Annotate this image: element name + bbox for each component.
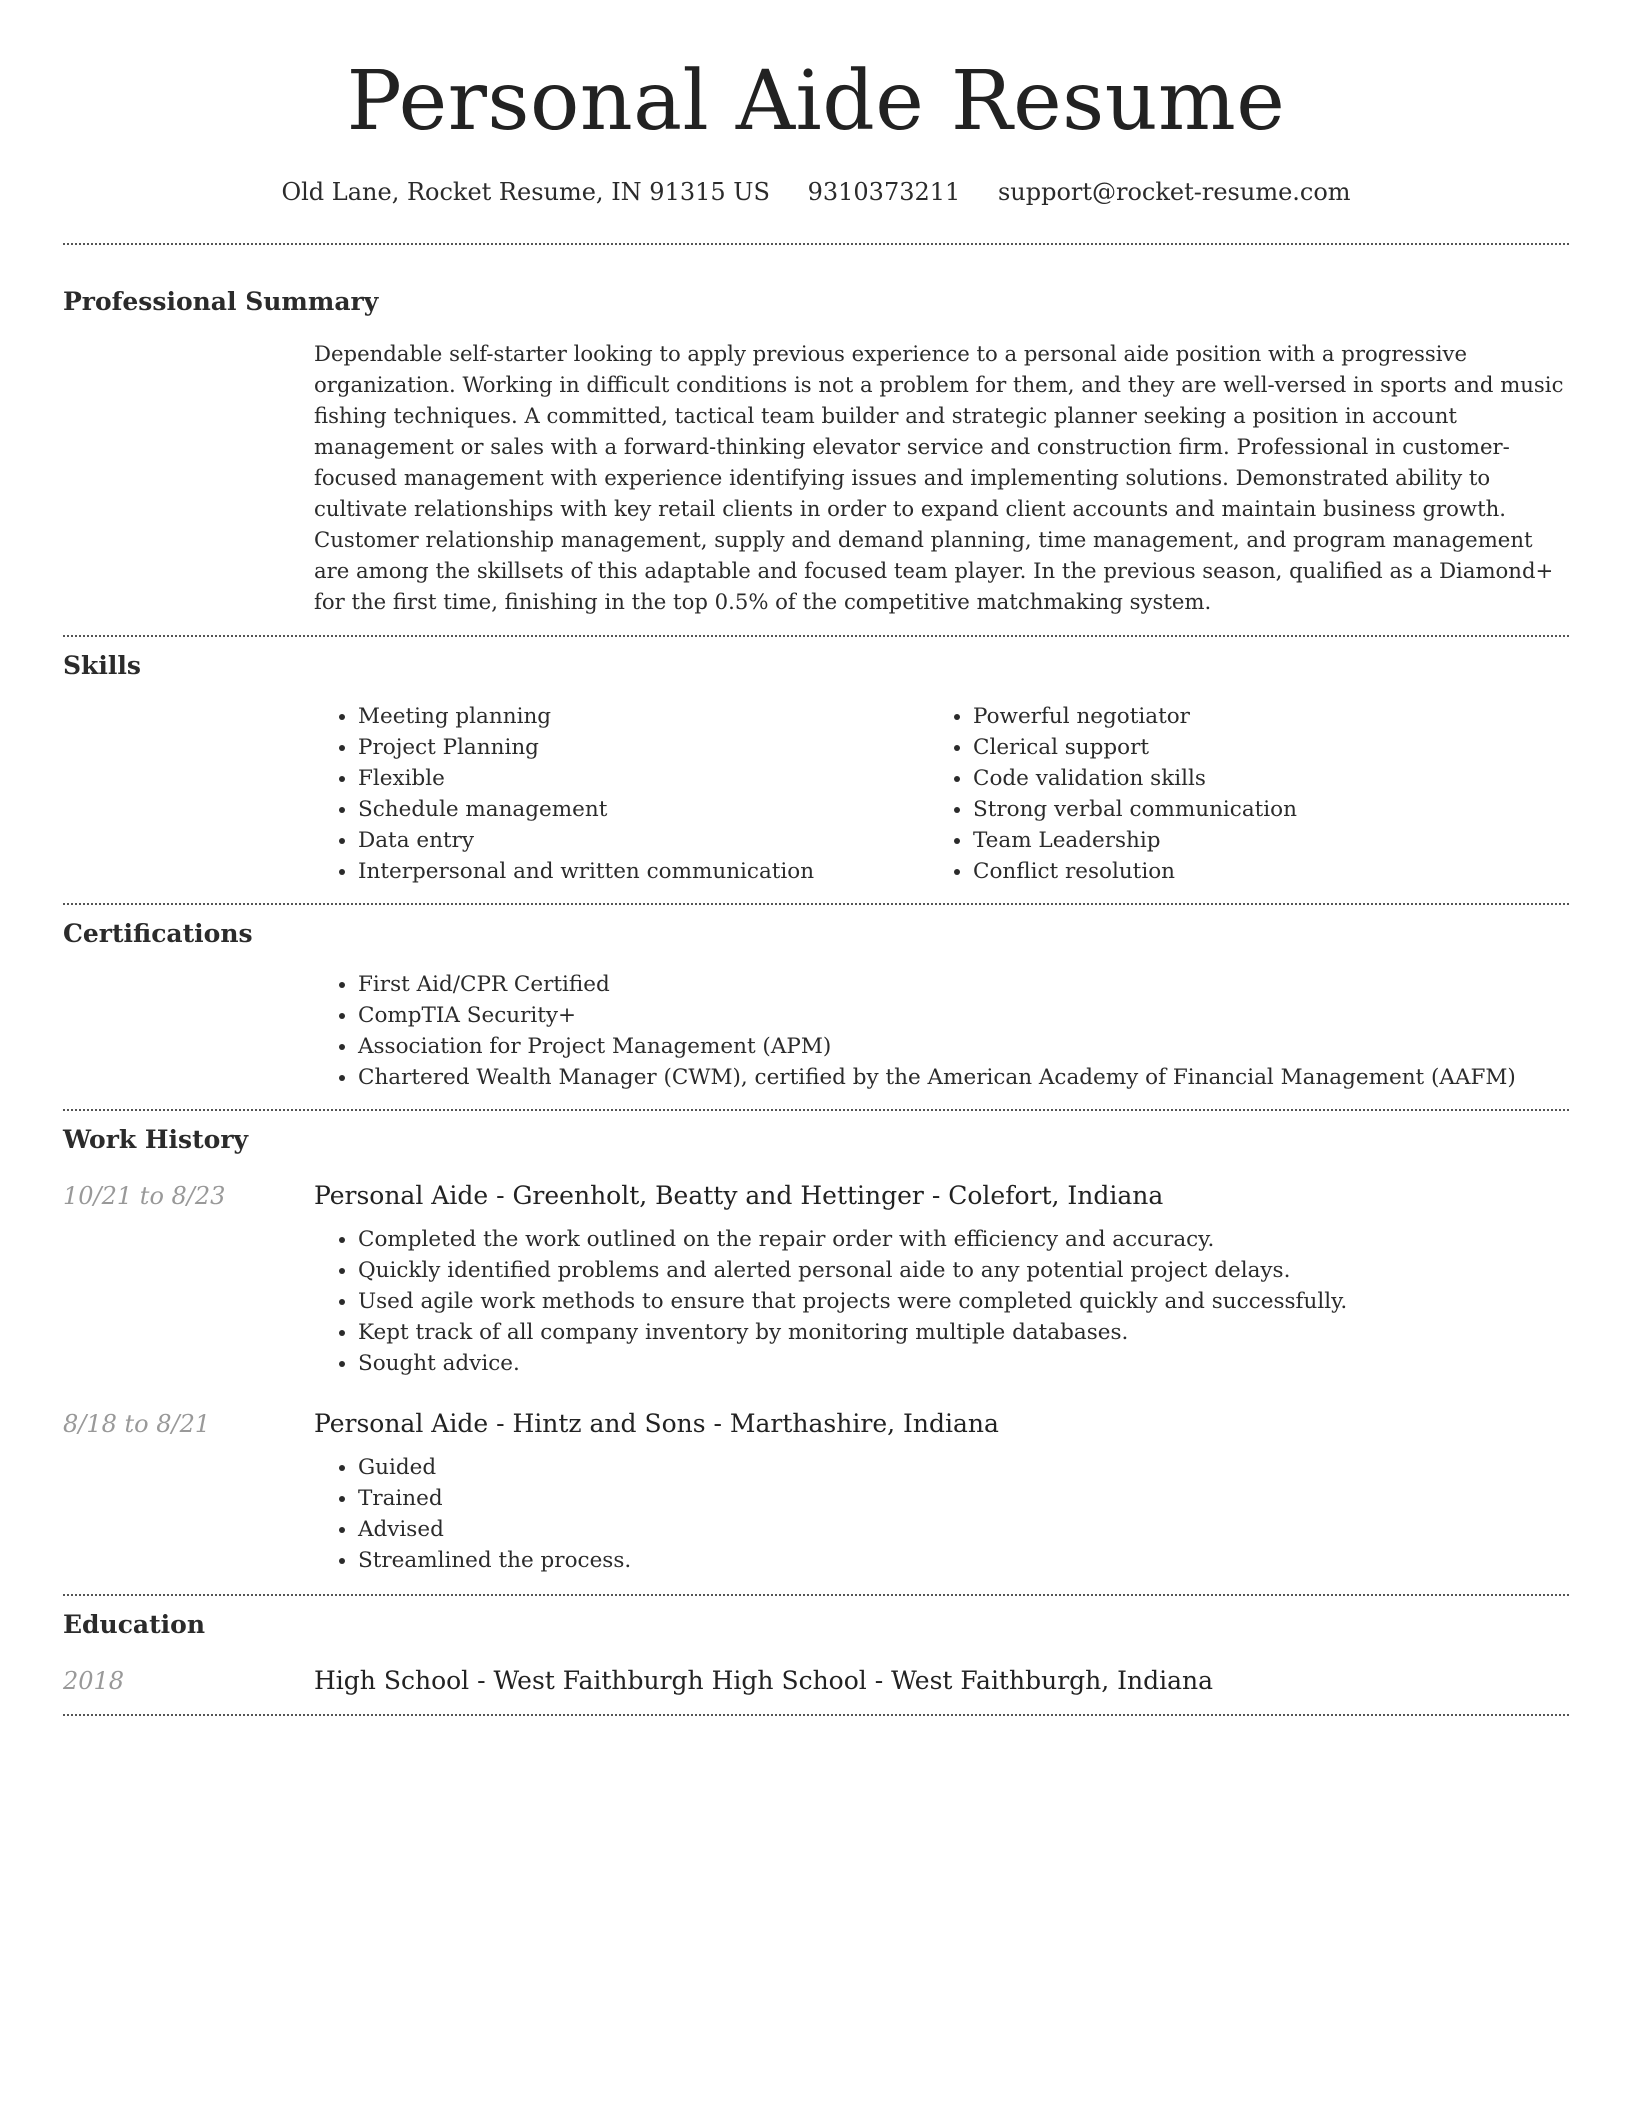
section-title-certifications: Certifications [63,919,253,948]
contact-email: support@rocket-resume.com [997,178,1351,206]
skill-item: • Conflict resolution [973,856,1544,887]
section-title-work-history: Work History [63,1125,249,1154]
skill-item: • Powerful negotiator [973,701,1544,732]
skill-item: • Flexible [358,763,929,794]
resume-title: Personal Aide Resume [346,54,1286,149]
work-history-section [63,1123,1569,1594]
job-bullet: • Used agile work methods to ensure that projects were completed quickly and successfully. [358,1286,1569,1317]
job-bullet: • Completed the work outlined on the repair order with efficiency and accuracy. [358,1224,1569,1255]
certification-item: • First Aid/CPR Certified [358,969,1569,1000]
skill-item: • Schedule management [358,794,929,825]
section-title-summary: Professional Summary [63,287,379,316]
job-entry [63,1179,1569,1213]
skill-item: • Interpersonal and written communication [358,856,929,887]
contact-line [63,175,1569,209]
certification-item: • Association for Project Management (APM) [358,1031,1569,1062]
skill-item: • Clerical support [973,732,1544,763]
job-dates: 10/21 to 8/23 [63,1182,226,1210]
skill-item: • Strong verbal communication [973,794,1544,825]
contact-phone: 9310373211 [807,178,961,206]
skill-item: • Data entry [358,825,929,856]
job-bullet: • Quickly identified problems and alerted personal aide to any potential project delays. [358,1255,1569,1286]
divider [63,243,1569,245]
skill-item: • Project Planning [358,732,929,763]
contact-address: Old Lane, Rocket Resume, IN 91315 US [281,178,770,206]
job-bullet: • Guided [358,1452,1569,1483]
skills-column-right [929,701,1544,887]
certifications-list [314,969,1569,1109]
skills-columns [314,701,1569,903]
job-dates: 8/18 to 8/21 [63,1410,211,1438]
divider [63,1594,1569,1596]
job-title: Personal Aide - Hintz and Sons - Marthashire, Indiana [314,1409,999,1438]
section-title-skills: Skills [63,651,141,680]
divider [63,903,1569,905]
job-bullets [314,1452,1569,1594]
certification-item: • CompTIA Security+ [358,1000,1569,1031]
section-title-education: Education [63,1610,206,1639]
education-section [63,1608,1569,1714]
certifications-section [63,917,1569,1109]
job-bullet: • Trained [358,1483,1569,1514]
skill-item: • Code validation skills [973,763,1544,794]
job-bullet: • Sought advice. [358,1348,1569,1379]
skill-item: • Team Leadership [973,825,1544,856]
job-bullets [314,1224,1569,1379]
job-title: Personal Aide - Greenholt, Beatty and Hettinger - Colefort, Indiana [314,1181,1164,1210]
job-bullet: • Streamlined the process. [358,1545,1569,1576]
education-entry [63,1664,1569,1714]
divider [63,1714,1569,1716]
divider [63,635,1569,637]
job-bullet: • Advised [358,1514,1569,1545]
summary-section [63,285,1569,635]
education-dates: 2018 [63,1667,125,1695]
summary-text: Dependable self-starter looking to apply previous experience to a personal aide position with a progressive organization. Working in difficult conditions is not a problem for them, and they are well-versed in sports and music fishing techniques. A committed, tactical team builder and strategic planner seeking a position in account management or sales with a forward-thinking elevator service and construction firm. Professional in customer-focused management with experience identifying issues and implementing solutions. Demonstrated ability to cultivate relationships with key retail clients in order to expand client accounts and maintain business growth. Customer relationship management, supply and demand planning, time management, and program management are among the skillsets of this adaptable and focused team player. In the previous season, qualified as a Diamond+ for the first time, finishing in the top 0.5% of the competitive matchmaking system. [314,341,1564,614]
job-bullet: • Kept track of all company inventory by monitoring multiple databases. [358,1317,1569,1348]
skills-section [63,649,1569,903]
certification-item: • Chartered Wealth Manager (CWM), certified by the American Academy of Financial Management (AAFM) [358,1062,1569,1093]
job-entry [63,1407,1569,1441]
divider [63,1109,1569,1111]
skills-column-left [314,701,929,887]
education-title: High School - West Faithburgh High School - West Faithburgh, Indiana [314,1666,1214,1695]
skill-item: • Meeting planning [358,701,929,732]
